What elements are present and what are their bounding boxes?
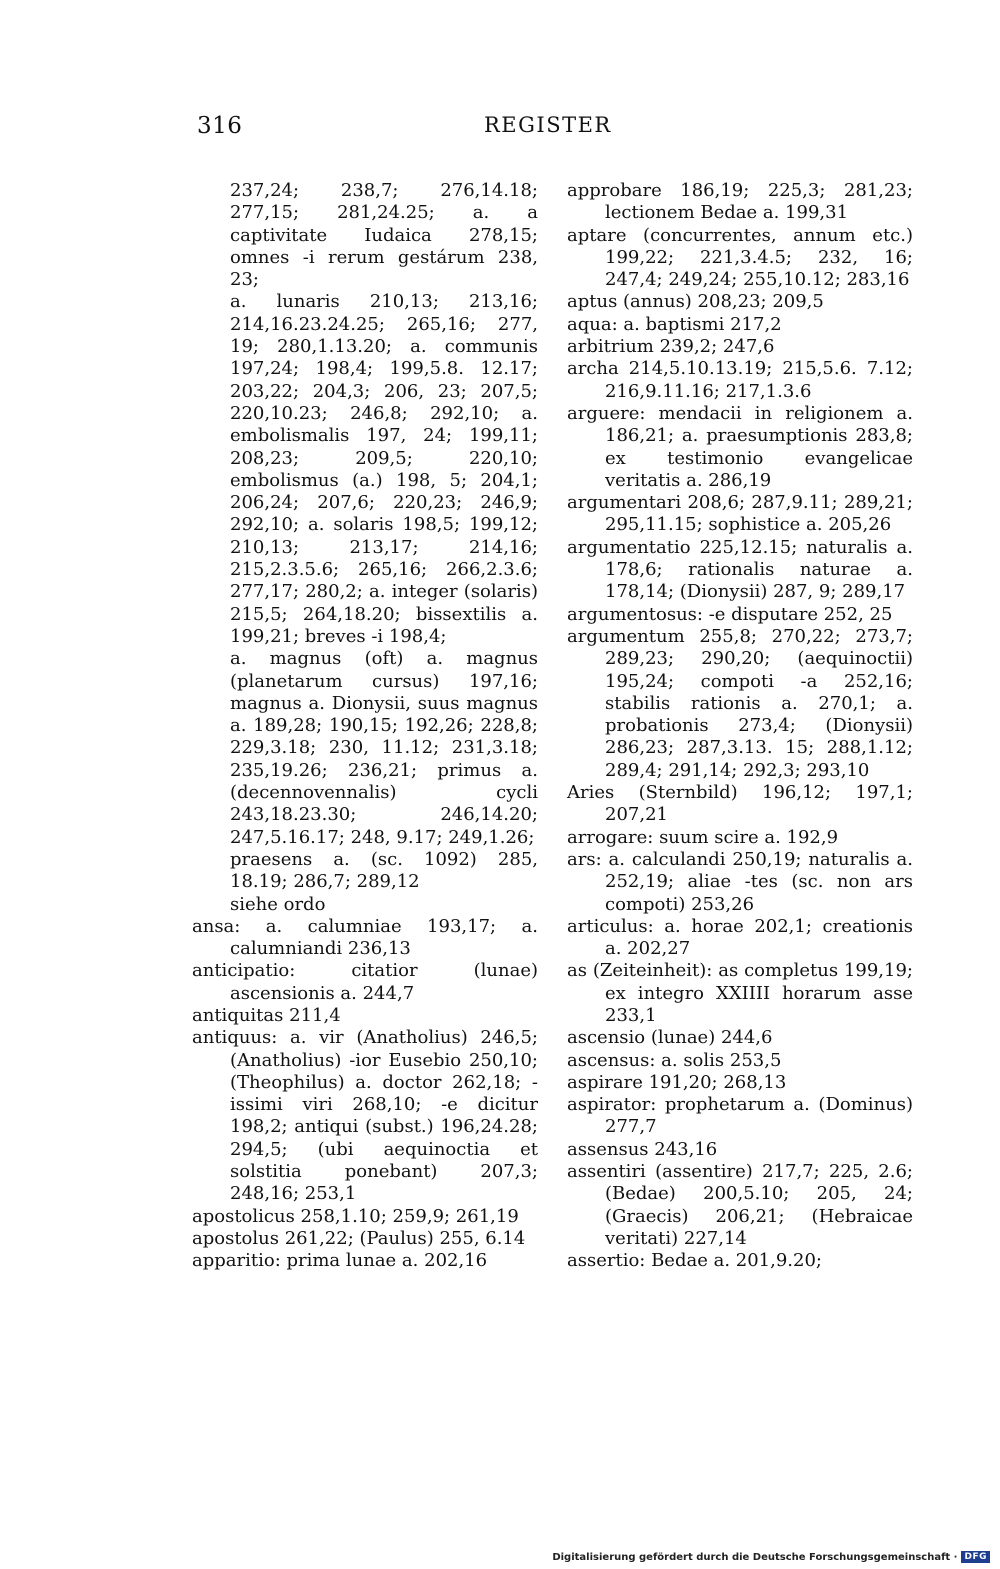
index-entry: ansa: a. calumniae 193,17; a. calumniandi 236,13 [192,915,538,960]
dfg-logo: DFG [961,1551,990,1563]
index-entry: arguere: mendacii in religionem a. 186,21; a. praesumptionis 283,8; ex testimonio evangelicae veritatis a. 286,19 [567,402,913,491]
index-entry-continuation: siehe ordo [230,893,326,915]
index-entry: approbare 186,19; 225,3; 281,23; lectionem Bedae a. 199,31 [567,180,913,224]
index-column-left [192,180,538,1273]
index-entry: apparitio: prima lunae a. 202,16 [192,1250,488,1272]
index-entry: ars: a. calculandi 250,19; naturalis a. 252,19; aliae -tes (sc. non ars compoti) 253,26 [567,848,913,915]
index-entry: argumentum 255,8; 270,22; 273,7; 289,23; 290,20; (aequinoctii) 195,24; compoti -a 252,16; stabilis rationis a. 270,1; a. probationis 273,4; (Dionysii) 286,23; 287,3.13. 15; 288,1.12; 289,4; 291,14; 292,3; 293,10 [567,625,913,781]
index-entry: arbitrium 239,2; 247,6 [567,336,775,358]
index-entry: assensus 243,16 [567,1138,718,1160]
index-entry: assertio: Bedae a. 201,9.20; [567,1250,822,1272]
index-entry: assentiri (assentire) 217,7; 225, 2.6; (Bedae) 200,5.10; 205, 24; (Graecis) 206,21; (Hebraicae veritati) 227,14 [567,1161,913,1249]
index-entry: aspirare 191,20; 268,13 [567,1071,787,1093]
index-entry: aspirator: prophetarum a. (Dominus) 277,7 [567,1094,913,1138]
index-column-right [567,180,913,1273]
index-entry: apostolus 261,22; (Paulus) 255, 6.14 [192,1227,526,1249]
index-entry: aptare (concurrentes, annum etc.) 199,22; 221,3.4.5; 232, 16; 247,4; 249,24; 255,10.12; 283,16 [567,224,913,291]
index-entry: antiquus: a. vir (Anatholius) 246,5; (Anatholius) -ior Eusebio 250,10; (Theophilus) a. doctor 262,18; -issimi viri 268,10; -e dicitur 198,2; antiqui (subst.) 196,24.28; 294,5; (ubi aequinoctia et solstitia ponebant) 207,3; 248,16; 253,1 [192,1027,538,1205]
index-entry: articulus: a. horae 202,1; creationis a. 202,27 [567,915,913,960]
index-entry-continuation: praesens a. (sc. 1092) 285, 18.19; 286,7; 289,12 [230,848,538,893]
index-entry-continuation: a. magnus (oft) a. magnus (planetarum cursus) 197,16; magnus a. Dionysii, suus magnus a. 189,28; 190,15; 192,26; 228,8; 229,3.18; 230, 11.12; 231,3.18; 235,19.26; 236,21; primus a. (decennovennalis) cycli 243,18.23.30; 246,14.20; 247,5.16.17; 248, 9.17; 249,1.26; [230,648,538,848]
index-entry: Aries (Sternbild) 196,12; 197,1; 207,21 [567,782,913,826]
index-entry: argumentari 208,6; 287,9.11; 289,21; 295,11.15; sophistice a. 205,26 [567,492,913,536]
page-number: 316 [197,113,243,139]
index-entry: as (Zeiteinheit): as completus 199,19; ex integro XXIIII horarum asse 233,1 [567,960,913,1026]
running-head: REGISTER [484,113,612,137]
index-entry: antiquitas 211,4 [192,1004,341,1026]
index-entry: arrogare: suum scire a. 192,9 [567,826,839,848]
index-entry: aqua: a. baptismi 217,2 [567,313,782,335]
index-entry: ascensus: a. solis 253,5 [567,1049,782,1071]
index-entry: argumentosus: -e disputare 252, 25 [567,603,893,625]
footer-credit [552,1551,990,1563]
index-entry: apostolicus 258,1.10; 259,9; 261,19 [192,1205,519,1227]
footer-text: Digitalisierung gefördert durch die Deutsche Forschungsgemeinschaft · [552,1551,958,1563]
index-entry: argumentatio 225,12.15; naturalis a. 178,6; rationalis naturae a. 178,14; (Dionysii) 287, 9; 289,17 [567,536,913,603]
index-entry: ascensio (lunae) 244,6 [567,1027,773,1049]
index-entry: anticipatio: citatior (lunae) ascensionis a. 244,7 [192,960,538,1004]
index-entry: aptus (annus) 208,23; 209,5 [567,291,824,313]
index-entry-continuation: a. lunaris 210,13; 213,16; 214,16.23.24.25; 265,16; 277, 19; 280,1.13.20; a. communis 197,24; 198,4; 199,5.8. 12.17; 203,22; 204,3; 206, 23; 207,5; 220,10.23; 246,8; 292,10; a. embolismalis 197, 24; 199,11; 208,23; 209,5; 220,10; embolismus (a.) 198, 5; 204,1; 206,24; 207,6; 220,23; 246,9; 292,10; a. solaris 198,5; 199,12; 210,13; 213,17; 214,16; 215,2.3.5.6; 265,16; 266,2.3.6; 277,17; 280,2; a. integer (solaris) 215,5; 264,18.20; bissextilis a. 199,21; breves -i 198,4; [230,291,538,647]
index-entry-continuation: 237,24; 238,7; 276,14.18; 277,15; 281,24.25; a. a captivitate Iudaica 278,15; omnes -i rerum gestárum 238, 23; [230,180,538,291]
index-entry: archa 214,5.10.13.19; 215,5.6. 7.12; 216,9.11.16; 217,1.3.6 [567,358,913,402]
